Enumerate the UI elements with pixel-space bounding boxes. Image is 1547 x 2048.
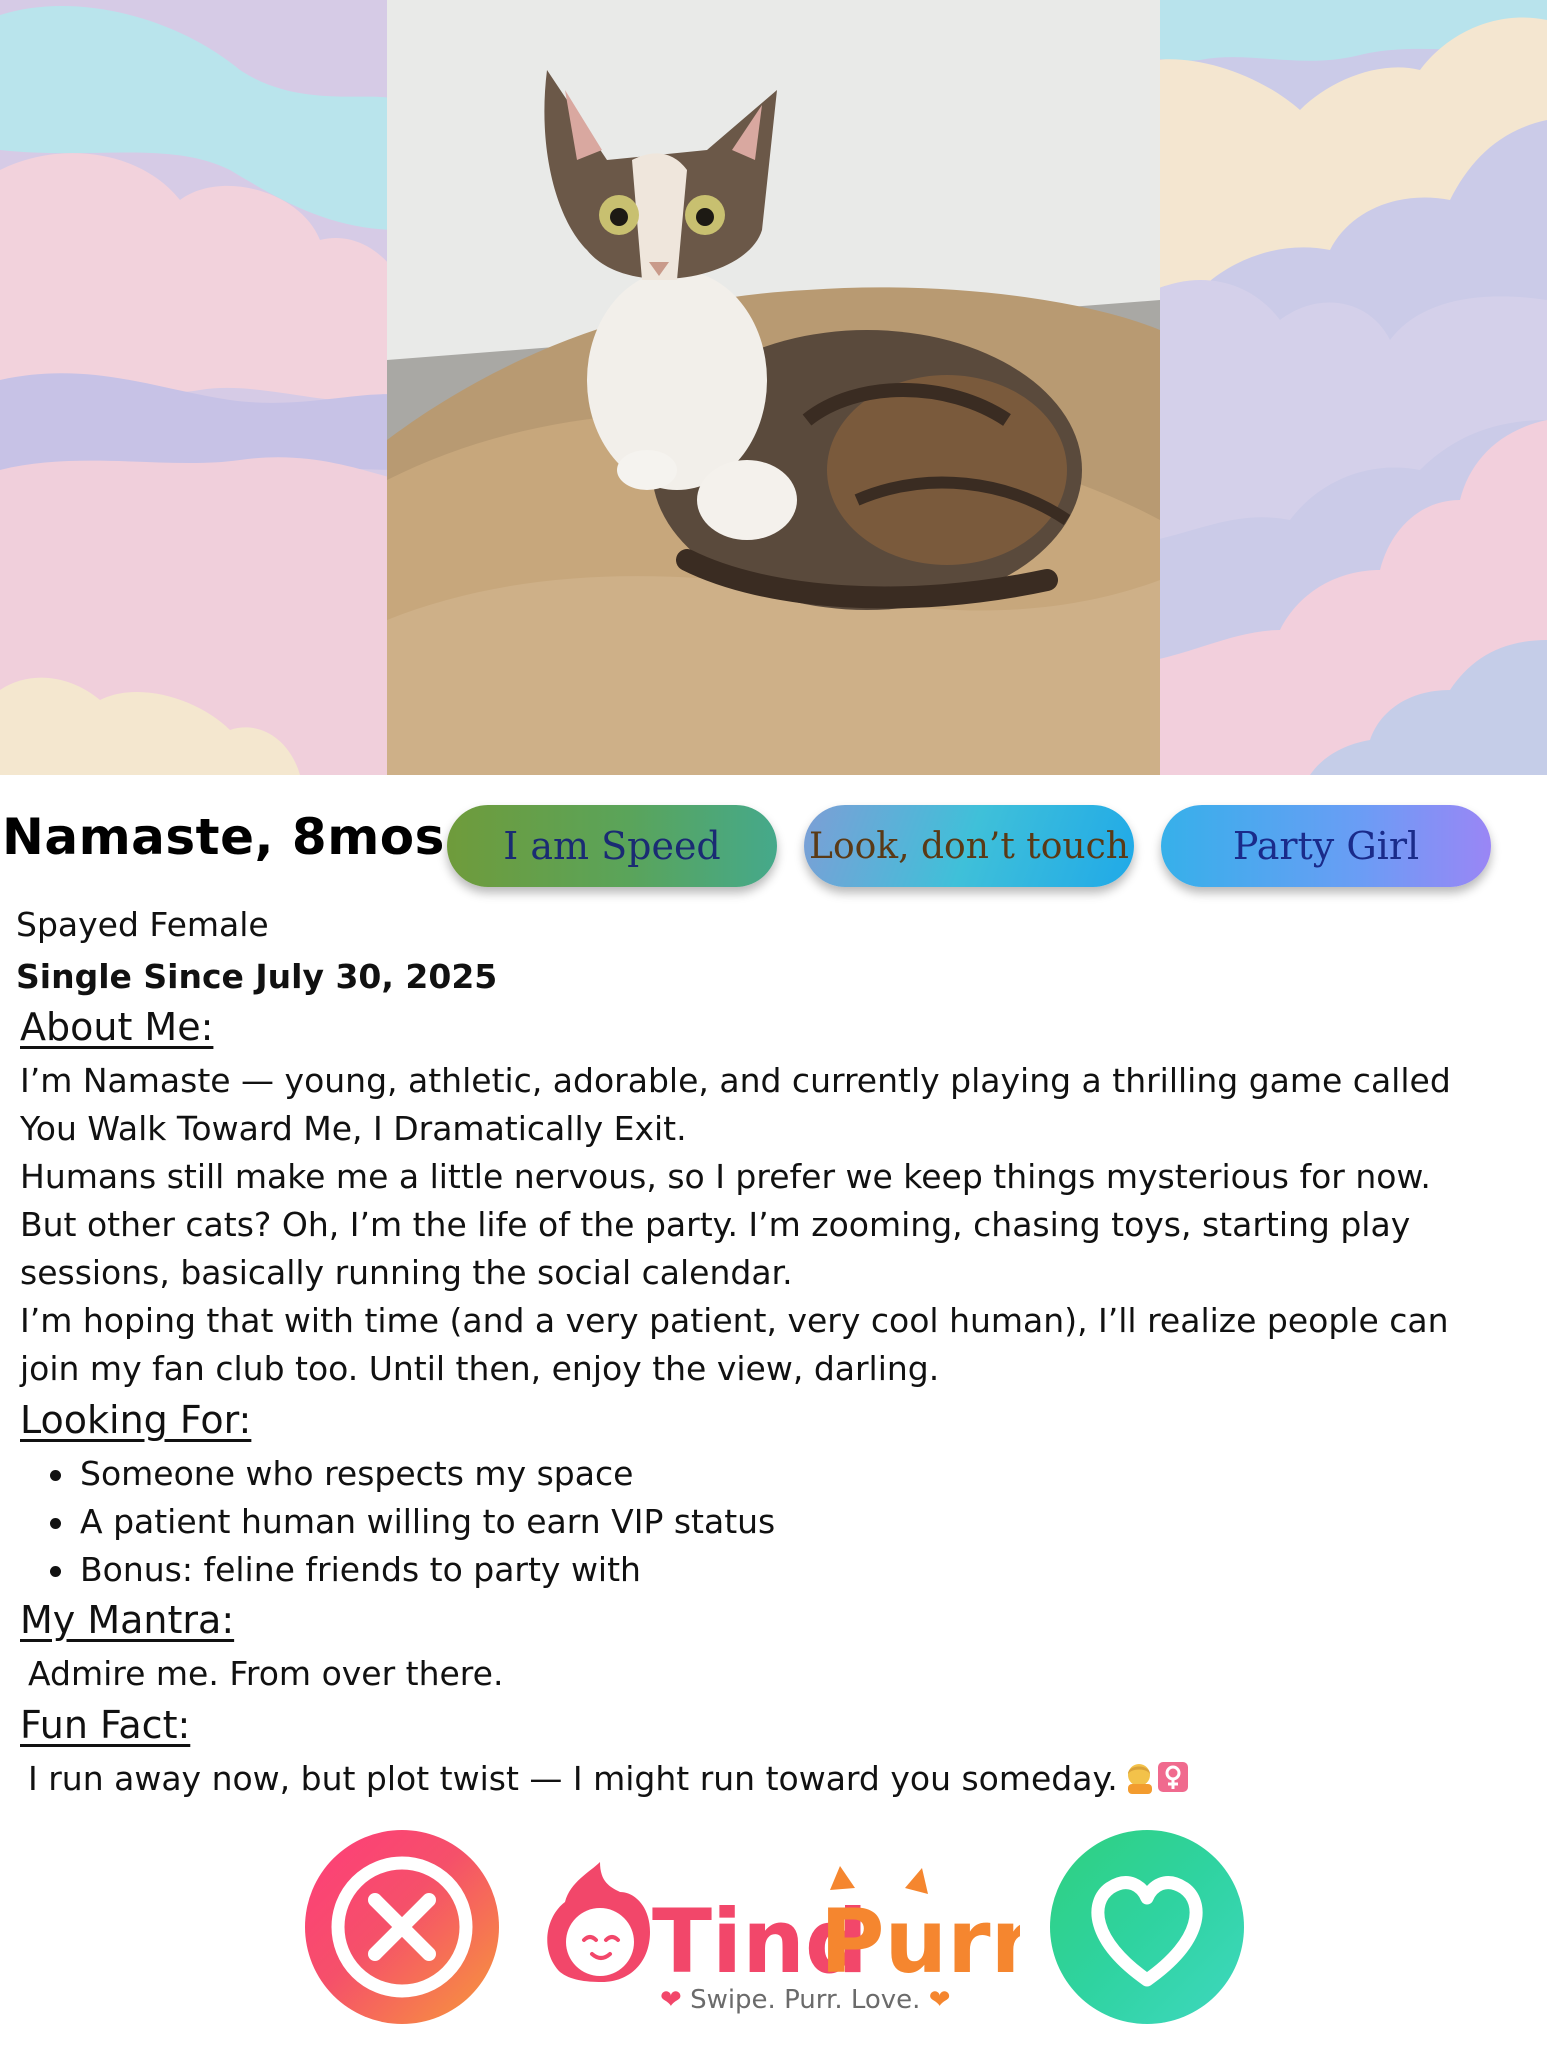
about-line: sessions, basically running the social calendar. [20, 1253, 793, 1292]
about-line: Humans still make me a little nervous, so I prefer we keep things mysterious for now. [20, 1157, 1431, 1196]
list-item: A patient human willing to earn VIP status [50, 1498, 775, 1546]
reject-button[interactable] [305, 1830, 499, 2024]
trait-tag-look-dont-touch[interactable]: Look, don’t touch [804, 805, 1134, 887]
pet-name-age: Namaste, 8mos [2, 808, 445, 866]
about-line: I’m Namaste — young, athletic, adorable, and currently playing a thrilling game called [20, 1061, 1451, 1100]
fun-fact-text: I run away now, but plot twist — I might run toward you someday. [28, 1759, 1118, 1798]
brand-left: Tind [652, 1890, 868, 1992]
list-item: Bonus: feline friends to party with [50, 1546, 775, 1594]
mantra-text: Admire me. From over there. [28, 1654, 504, 1693]
brand-right: Purr [820, 1890, 1020, 1992]
about-line: I’m hoping that with time (and a very patient, very cool human), I’ll realize people can [20, 1301, 1449, 1340]
about-paragraph [20, 1057, 1520, 1393]
status-text: Spayed Female [16, 905, 269, 944]
single-since-text: Single Since July 30, 2025 [16, 957, 498, 996]
tagline-text: Swipe. Purr. Love. [690, 1985, 921, 2015]
trait-tag-party-girl[interactable]: Party Girl [1161, 805, 1491, 887]
about-heading: About Me: [20, 1005, 214, 1049]
woman-gesturing-emoji-icon [1124, 1760, 1190, 1802]
trait-tag-speed[interactable]: I am Speed [447, 805, 777, 887]
fun-fact-heading: Fun Fact: [20, 1703, 191, 1747]
hero-banner [0, 0, 1547, 775]
list-item: Someone who respects my space [50, 1450, 775, 1498]
heart-left-icon: ❤ [660, 1985, 682, 2015]
looking-for-heading: Looking For: [20, 1398, 252, 1442]
about-line: join my fan club too. Until then, enjoy the view, darling. [20, 1349, 940, 1388]
mantra-heading: My Mantra: [20, 1598, 235, 1642]
cat-photo [387, 0, 1160, 775]
heart-right-icon: ❤ [928, 1985, 951, 2015]
x-icon [305, 1830, 499, 2024]
like-button[interactable] [1050, 1830, 1244, 2024]
about-line: You Walk Toward Me, I Dramatically Exit. [20, 1109, 687, 1148]
fun-fact-line [28, 1759, 1190, 1802]
about-line: But other cats? Oh, I’m the life of the party. I’m zooming, chasing toys, starting play [20, 1205, 1411, 1244]
looking-for-list [50, 1450, 775, 1594]
tagline [660, 1985, 951, 2015]
heart-icon [1050, 1830, 1244, 2024]
